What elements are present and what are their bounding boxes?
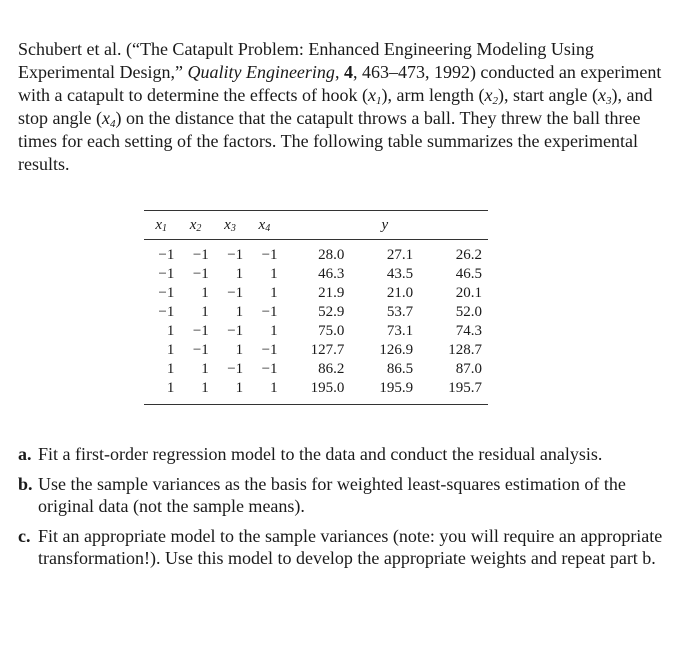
header-y: y: [381, 216, 389, 233]
problem-statement: Schubert et al. (“The Catapult Problem: Enhanced Engineering Modeling Using Experimental Design,” Quality Engineering, 4, 463–473, 1992) conducted an experiment with a catapult to determine the effects of hook $(x_1)$, arm length $(x_2)$, start angle $(x_3)$, and stop angle $(x_4)$ on the distance that the catapult throws a ball. They threw the ball three times for each setting of the factors. The following table summarizes the experimental results.: [18, 39, 662, 174]
exercise-parts: [18, 443, 682, 577]
part-text: Fit an appropriate model to the sample variances (note: you will require an appropriate transformation!). Use this model to develop the appropriate weights and repeat part b.: [38, 526, 663, 568]
part-text: Fit a first-order regression model to the data and conduct the residual analysis.: [38, 444, 603, 464]
table-row: −1 −1 1 1 46.3 43.5 46.5: [158, 266, 482, 282]
table-row: 1 −1 −1 1 75.0 73.1 74.3: [166, 323, 482, 339]
table-row: 1 1 1 1 195.0 195.9 195.7: [144, 379, 488, 405]
header-x3: $x_3$: [224, 216, 236, 234]
part-text: Use the sample variances as the basis for weighted least-squares estimation of the original data (not the sample means).: [38, 474, 626, 516]
table-row: 1 1 −1 −1 86.2 86.5 87.0: [166, 361, 482, 377]
part-label: c.: [18, 526, 31, 546]
part-b: [18, 473, 682, 517]
table-body: [144, 240, 488, 405]
table-row: 1 −1 1 −1 127.7 126.9 128.7: [166, 342, 482, 358]
table-header-row: [144, 211, 488, 240]
volume-number: 4: [343, 62, 353, 82]
table-row: −1 −1 −1 −1 28.0 27.1 26.2: [158, 247, 482, 263]
part-label: b.: [18, 474, 33, 494]
table-row: −1 1 −1 1 21.9 21.0 20.1: [158, 285, 482, 301]
part-a: [18, 443, 682, 465]
journal-name: Quality Engineering: [187, 62, 335, 82]
results-table: [144, 210, 488, 405]
header-x2: $x_2$: [189, 216, 202, 234]
part-c: [18, 525, 682, 569]
header-x1: $x_1$: [155, 216, 168, 234]
table-row: −1 1 1 −1 52.9 53.7 52.0: [158, 304, 482, 320]
part-label: a.: [18, 444, 32, 464]
header-x4: $x_4$: [258, 216, 271, 234]
